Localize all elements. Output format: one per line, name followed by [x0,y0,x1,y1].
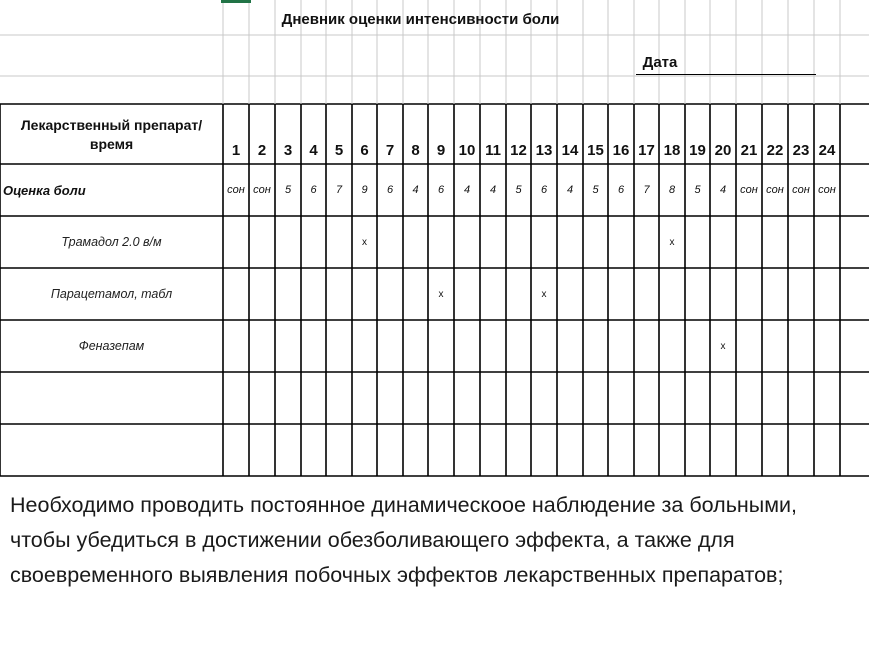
pain-score-cell: 6 [540,184,548,196]
drug-name: Парацетамол, табл [50,287,173,301]
dose-mark: x [541,288,547,300]
dose-mark: x [362,236,367,248]
drug-name: Феназепам [78,339,145,353]
hour-header: 9 [436,141,446,159]
hour-header: 15 [587,141,604,159]
pain-score-cell: 6 [310,184,317,196]
selected-cell-indicator [221,0,251,3]
pain-score-cell: 5 [515,184,522,196]
hour-header: 4 [309,141,318,159]
hour-header: 5 [334,141,344,159]
drug-time-header: Лекарственный препарат/время [20,117,203,152]
pain-score-cell: 6 [386,184,394,196]
pain-score-cell: сон [792,184,810,196]
hour-header: 7 [385,141,395,159]
sheet-title: Дневник оценки интенсивности боли [281,10,560,28]
pain-score-cell: 5 [284,184,292,196]
hour-header: 21 [740,141,758,159]
pain-score-cell: сон [740,184,758,196]
dose-mark: x [720,340,726,352]
caption-text: Необходимо проводить постоянное динамическоое наблюдение за больными, чтобы убедиться в достижении обезболивающего эффекта, а также для своевременного выявления побочных эффектов лекарственных препаратов; [10,493,797,587]
hour-header: 23 [792,141,810,159]
hour-header: 16 [612,141,630,159]
hour-header: 18 [663,141,681,159]
pain-score-label: Оценка боли [3,182,86,198]
pain-score-cell: 8 [668,184,676,196]
hour-header: 12 [510,141,527,159]
pain-score-cell: 5 [694,184,701,196]
dose-mark: x [669,236,675,248]
dose-mark: x [438,288,444,300]
hour-header: 10 [458,141,476,159]
date-label: Дата [642,53,678,71]
pain-score-cell: 4 [412,184,419,196]
hour-header: 17 [638,141,655,159]
pain-score-cell: сон [227,184,245,196]
hour-header: 2 [257,141,267,159]
pain-score-cell: сон [766,184,784,196]
hour-header: 6 [360,141,369,159]
hour-header: 14 [561,141,579,159]
pain-score-cell: 4 [719,184,727,196]
drug-name: Трамадол 2.0 в/м [61,235,162,249]
date-underline [636,74,816,75]
pain-score-cell: 6 [617,184,625,196]
hour-header: 11 [485,141,501,159]
pain-score-cell: сон [818,184,836,196]
pain-score-cell: сон [253,184,271,196]
hour-header: 24 [818,141,836,159]
pain-score-cell: 7 [335,184,343,196]
hour-header: 3 [283,141,293,159]
hour-header: 13 [535,141,553,159]
pain-score-cell: 7 [643,184,650,196]
pain-score-cell: 4 [566,184,574,196]
pain-score-cell: 5 [592,184,599,196]
hour-header: 19 [689,141,706,159]
pain-score-cell: 4 [489,184,497,196]
hour-header: 22 [766,141,784,159]
hour-header: 20 [714,141,732,159]
hour-header: 8 [411,141,420,159]
hour-header: 1 [231,141,241,159]
pain-score-cell: 9 [361,184,368,196]
pain-score-cell: 6 [437,184,445,196]
pain-score-cell: 4 [463,184,471,196]
